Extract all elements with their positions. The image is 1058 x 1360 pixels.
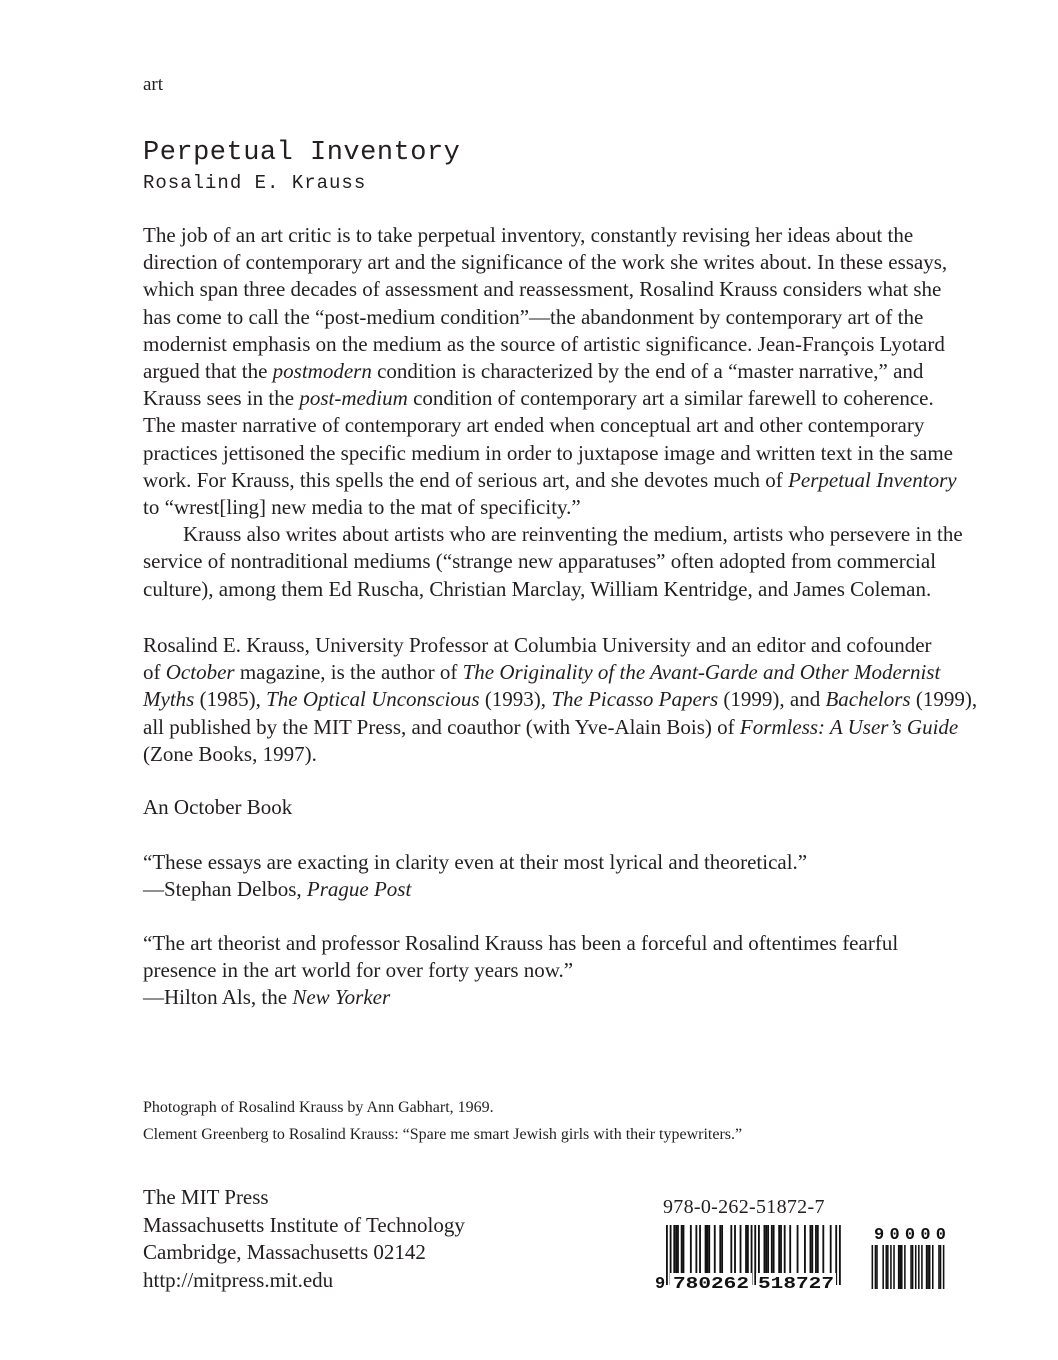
addon-barcode-bar <box>882 1245 884 1289</box>
addon-barcode-bar <box>886 1245 888 1289</box>
barcode-left-digits: 780262 <box>673 1275 749 1291</box>
barcode-bar <box>784 1225 786 1273</box>
barcode-bar <box>789 1225 791 1273</box>
review-quote-2 <box>143 930 898 1012</box>
addon-barcode-bar <box>932 1245 934 1289</box>
barcode-bar <box>839 1225 841 1285</box>
addon-barcode-bar <box>898 1245 900 1289</box>
addon-barcode-bar <box>893 1245 895 1289</box>
addon-barcode-bar <box>943 1245 945 1289</box>
barcode-bar <box>815 1225 817 1273</box>
text-line: direction of contemporary art and the significance of the work she writes about. In these essays, <box>143 250 948 275</box>
text-line: (Zone Books, 1997). <box>143 741 317 766</box>
text-line: which span three decades of assessment and reassessment, Rosalind Krauss considers what she <box>143 277 942 302</box>
barcode-bar <box>773 1225 775 1273</box>
barcode-bar <box>780 1225 782 1273</box>
text-line: —Hilton Als, the New Yorker <box>143 985 391 1010</box>
text-line: Rosalind E. Krauss, University Professor at Columbia University and an editor and cofounder <box>143 633 932 657</box>
addon-barcode-bar <box>910 1245 912 1289</box>
barcode-bar <box>740 1225 742 1273</box>
text-line: of October magazine, is the author of The Originality of the Avant-Garde and Other Modernist <box>143 660 941 685</box>
series-label: An October Book <box>143 795 293 819</box>
text-line: all published by the MIT Press, and coauthor (with Yve-Alain Bois) of Formless: A User’s Guide <box>143 714 959 739</box>
barcode-bar <box>677 1225 679 1273</box>
text-line: argued that the postmodern condition is characterized by the end of a “master narrative,” and <box>143 359 924 384</box>
description-paragraph-2 <box>143 521 963 603</box>
barcode-bar <box>699 1225 701 1273</box>
addon-barcode-bar <box>921 1245 923 1289</box>
text-line: has come to call the “post-medium condition”—the abandonment by contemporary art of the <box>143 304 924 329</box>
barcode-bar <box>681 1225 683 1273</box>
publisher-name: The MIT Press <box>143 1185 269 1209</box>
addon-barcode-bar <box>904 1245 906 1289</box>
text-line: “The art theorist and professor Rosalind Krauss has been a forceful and oftentimes fearful <box>143 931 899 955</box>
publisher-url: http://mitpress.mit.edu <box>143 1267 334 1292</box>
credit-line: Clement Greenberg to Rosalind Krauss: “Spare me smart Jewish girls with their typewriters.” <box>143 1126 743 1143</box>
barcode-bar <box>683 1225 685 1273</box>
addon-barcode-bar <box>940 1245 942 1289</box>
addon-barcode-bar <box>901 1245 903 1289</box>
barcode-bar <box>811 1225 813 1273</box>
text-line: service of nontraditional mediums (“strange new apparatuses” often adopted from commercial <box>143 549 937 574</box>
barcode-bar <box>765 1225 767 1273</box>
isbn-number: 978-0-262-51872-7 <box>663 1196 825 1218</box>
addon-barcode-bar <box>929 1245 931 1289</box>
photo-credits <box>143 1094 742 1148</box>
addon-barcode-bar <box>875 1245 877 1289</box>
barcode-bar <box>778 1225 780 1273</box>
addon-barcode-bar <box>899 1245 901 1289</box>
addon-barcode-bar <box>918 1245 920 1289</box>
text-line: presence in the art world for over forty years now.” <box>143 958 574 983</box>
text-line: culture), among them Ed Ruscha, Christian Marclay, William Kentridge, and James Coleman. <box>143 576 932 601</box>
barcode-bar <box>767 1225 769 1273</box>
barcode-bar <box>705 1225 707 1273</box>
barcode-bar <box>758 1225 760 1273</box>
text-line: work. For Krauss, this spells the end of serious art, and she devotes much of Perpetual Inventory <box>143 467 957 492</box>
text-line: “These essays are exacting in clarity even at their most lyrical and theoretical.” <box>143 850 808 874</box>
text-line: —Stephan Delbos, Prague Post <box>143 877 412 902</box>
barcode-bar <box>719 1225 721 1273</box>
text-line: Krauss sees in the post-medium condition of contemporary art a similar farewell to coherence. <box>143 386 934 411</box>
barcode-bar <box>666 1225 668 1285</box>
addon-barcode-bar <box>876 1245 878 1289</box>
barcode-bar <box>730 1225 732 1273</box>
barcode-bar <box>734 1225 736 1273</box>
publisher-institution: Massachusetts Institute of Technology <box>143 1212 465 1237</box>
barcode-bar <box>721 1225 723 1273</box>
barcode-bar <box>754 1225 756 1285</box>
barcode-bar <box>695 1225 697 1273</box>
addon-barcode-bar <box>915 1245 917 1289</box>
addon-barcode-bar <box>887 1245 889 1289</box>
price-addon-barcode <box>870 1225 950 1291</box>
addon-barcode-bar <box>927 1245 929 1289</box>
barcode-bar <box>817 1225 819 1273</box>
review-quote-1 <box>143 849 807 903</box>
text-line: practices jettisoned the specific medium in order to juxtapose image and written text in the same <box>143 440 953 465</box>
category-label: art <box>143 74 164 95</box>
addon-barcode-bar <box>912 1245 914 1289</box>
barcode-bar <box>747 1225 749 1273</box>
text-line: to “wrest[ling] new media to the mat of specificity.” <box>143 495 581 520</box>
barcode-bar <box>745 1225 747 1273</box>
barcode-bar <box>708 1225 710 1273</box>
barcode-bar <box>764 1225 766 1273</box>
text-line: modernist emphasis on the medium as the source of artistic significance. Jean-François Lyotard <box>143 331 945 356</box>
barcode-bar <box>771 1225 773 1273</box>
barcode-bar <box>830 1225 832 1273</box>
barcode-bar <box>690 1225 692 1273</box>
addon-barcode-bar <box>926 1245 928 1289</box>
barcode-bar <box>673 1225 675 1273</box>
barcode-bar <box>706 1225 708 1273</box>
barcode-right-digits: 518727 <box>758 1275 834 1291</box>
author-bio <box>143 632 977 768</box>
addon-barcode-bars <box>872 1245 945 1289</box>
publisher-block <box>143 1184 465 1294</box>
barcode-bar <box>797 1225 799 1273</box>
book-description <box>143 222 963 603</box>
text-line: The master narrative of contemporary art ended when conceptual art and other contemporary <box>143 413 925 438</box>
barcode-lead-digit: 9 <box>655 1275 666 1291</box>
publisher-address: Cambridge, Massachusetts 02142 <box>143 1240 426 1264</box>
addon-digits: 90000 <box>874 1226 946 1245</box>
barcode-bar <box>675 1225 677 1273</box>
isbn-barcode <box>652 1225 852 1291</box>
addon-barcode-bar <box>872 1245 874 1289</box>
barcode-bar <box>804 1225 806 1273</box>
barcode-bar <box>810 1225 812 1273</box>
text-line: The job of an art critic is to take perpetual inventory, constantly revising her ideas about the <box>143 223 914 247</box>
credit-line: Photograph of Rosalind Krauss by Ann Gabhart, 1969. <box>143 1099 494 1116</box>
text-line: Myths (1985), The Optical Unconscious (1993), The Picasso Papers (1999), and Bachelors (1999), <box>143 687 978 712</box>
addon-barcode-bar <box>890 1245 892 1289</box>
book-author: Rosalind E. Krauss <box>143 172 367 194</box>
description-paragraph-1 <box>143 222 963 521</box>
barcode-bar <box>714 1225 716 1273</box>
addon-barcode-bar <box>938 1245 940 1289</box>
book-title: Perpetual Inventory <box>143 138 461 168</box>
text-line: Krauss also writes about artists who are reinventing the medium, artists who persevere in the <box>183 522 963 547</box>
barcode-bar <box>822 1225 824 1273</box>
